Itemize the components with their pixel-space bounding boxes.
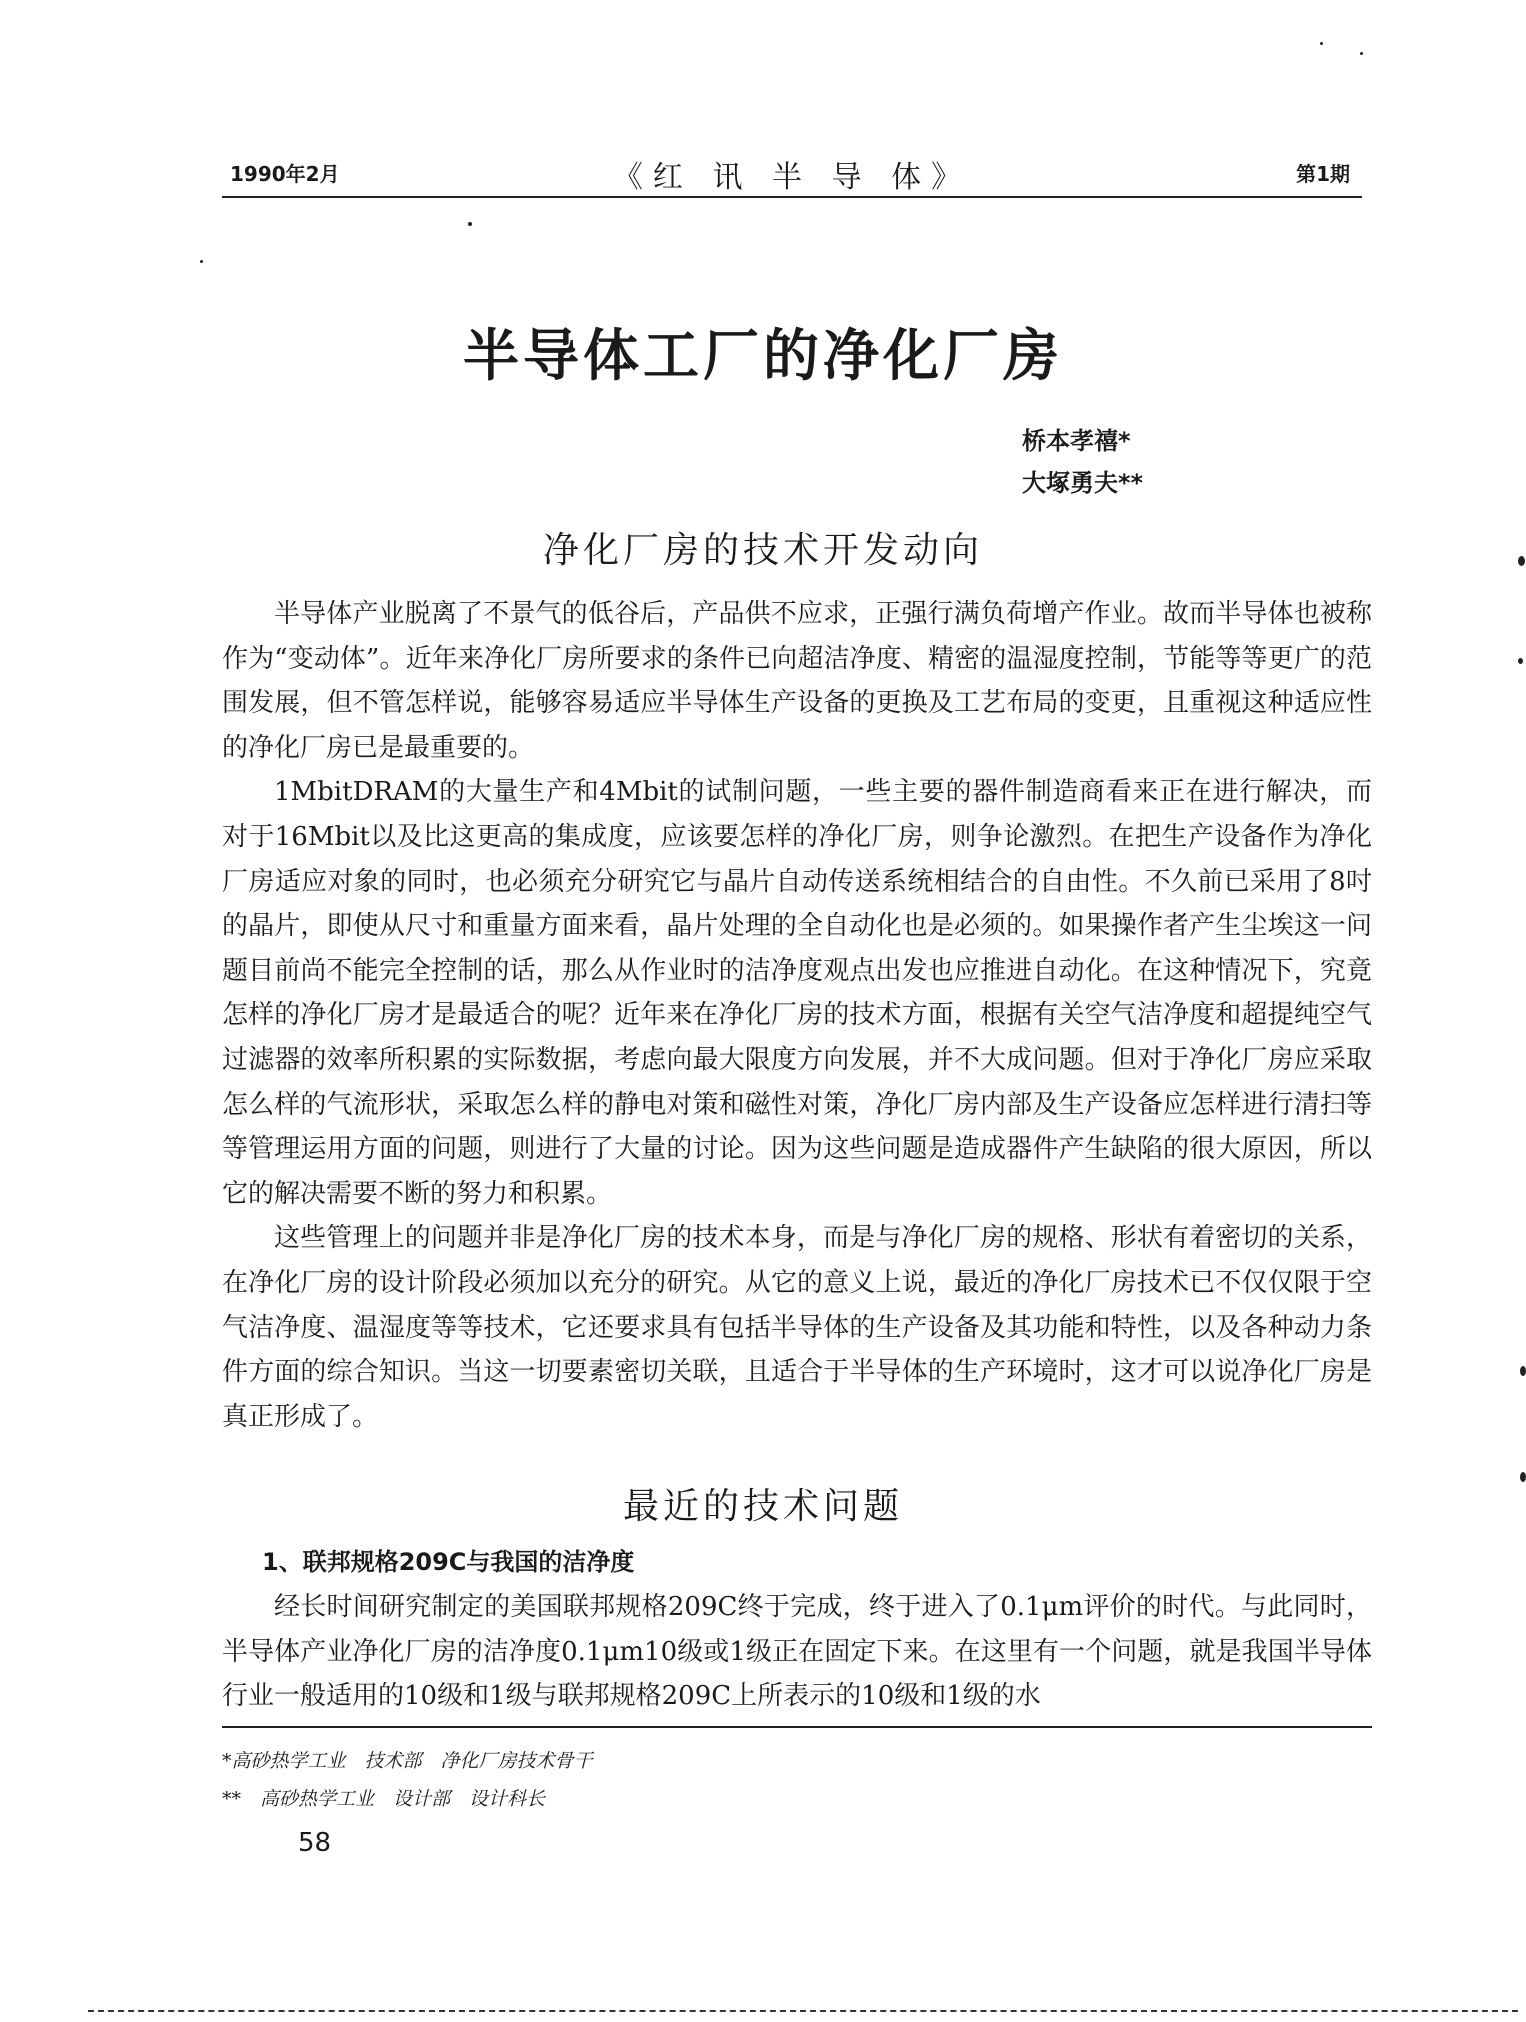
scan-speck <box>1518 556 1525 566</box>
section-body <box>222 592 1372 1439</box>
header-issue-number: 第1期 <box>1296 162 1350 186</box>
section-heading: 净化厂房的技术开发动向 <box>542 530 983 571</box>
scan-edge-line <box>88 2010 1518 2012</box>
paragraph: 这些管理上的问题并非是净化厂房的技术本身，而是与净化厂房的规格、形状有着密切的关系，在净化厂房的设计阶段必须加以充分的研究。从它的意义上说，最近的净化厂房技术已不仅仅限于空气洁净度、温湿度等等技术，它还要求具有包括半导体的生产设备及其功能和特性，以及各种动力条件方面的综合知识。当这一切要素密切关联，且适合于半导体的生产环境时，这才可以说净化厂房是真正形成了。 <box>222 1223 1372 1432</box>
header-date: 1990年2月 <box>230 162 340 186</box>
page-number: 58 <box>298 1828 332 1858</box>
footnote-divider <box>222 1726 1372 1728</box>
scan-speck <box>1520 1366 1526 1376</box>
scan-speck <box>200 260 203 263</box>
footnote: ** 高砂热学工业 设计部 设计科长 <box>222 1788 546 1810</box>
running-header <box>222 152 1362 198</box>
author-list <box>1022 420 1143 504</box>
section-body <box>222 1585 1372 1719</box>
article-title: 半导体工厂的净化厂房 <box>463 324 1063 389</box>
paragraph: 1MbitDRAM的大量生产和4Mbit的试制问题，一些主要的器件制造商看来正在进行解决，而对于16Mbit以及比这更高的集成度，应该要怎样的净化厂房，则争论激烈。在把生产设备作为净化厂房适应对象的同时，也必须充分研究它与晶片自动传送系统相结合的自由性。不久前已采用了8吋的晶片，即使从尺寸和重量方面来看，晶片处理的全自动化也是必须的。如果操作者产生尘埃这一问题目前尚不能完全控制的话，那么从作业时的洁净度观点出发也应推进自动化。在这种情况下，究竟怎样的净化厂房才是最适合的呢？近年来在净化厂房的技术方面，根据有关空气洁净度和超提纯空气过滤器的效率所积累的实际数据，考虑向最大限度方向发展，并不大成问题。但对于净化厂房应采取怎么样的气流形状，采取怎么样的静电对策和磁性对策，净化厂房内部及生产设备应怎样进行清扫等等管理运用方面的问题，则进行了大量的讨论。因为这些问题是造成器件产生缺陷的很大原因，所以它的解决需要不断的努力和积累。 <box>222 777 1372 1209</box>
author-name: 大塚勇夫** <box>1022 469 1144 497</box>
scan-speck <box>1518 658 1523 664</box>
scan-speck <box>1320 42 1323 45</box>
header-journal-name: 《红 讯 半 导 体》 <box>612 160 972 195</box>
scan-speck <box>1520 1472 1526 1482</box>
paragraph: 半导体产业脱离了不景气的低谷后，产品供不应求，正强行满负荷增产作业。故而半导体也被称作为“变动体”。近年来净化厂房所要求的条件已向超洁净度、精密的温湿度控制，节能等等更广的范围发展，但不管怎样说，能够容易适应半导体生产设备的更换及工艺布局的变更，且重视这种适应性的净化厂房已是最重要的。 <box>222 599 1372 763</box>
section-heading: 最近的技术问题 <box>622 1486 903 1527</box>
scan-speck <box>1360 52 1363 55</box>
paragraph: 经长时间研究制定的美国联邦规格209C终于完成，终于进入了0.1μm评价的时代。与此同时，半导体产业净化厂房的洁净度0.1μm10级或1级正在固定下来。在这里有一个问题，就是我国半导体行业一般适用的10级和1级与联邦规格209C上所表示的10级和1级的水 <box>222 1592 1372 1712</box>
footnote: *高砂热学工业 技术部 净化厂房技术骨干 <box>222 1750 593 1772</box>
subsection-heading: 1、联邦规格209C与我国的洁净度 <box>262 1548 635 1576</box>
author-name: 桥本孝禧* <box>1022 427 1131 455</box>
scan-speck <box>468 222 472 226</box>
footnotes <box>222 1742 593 1818</box>
